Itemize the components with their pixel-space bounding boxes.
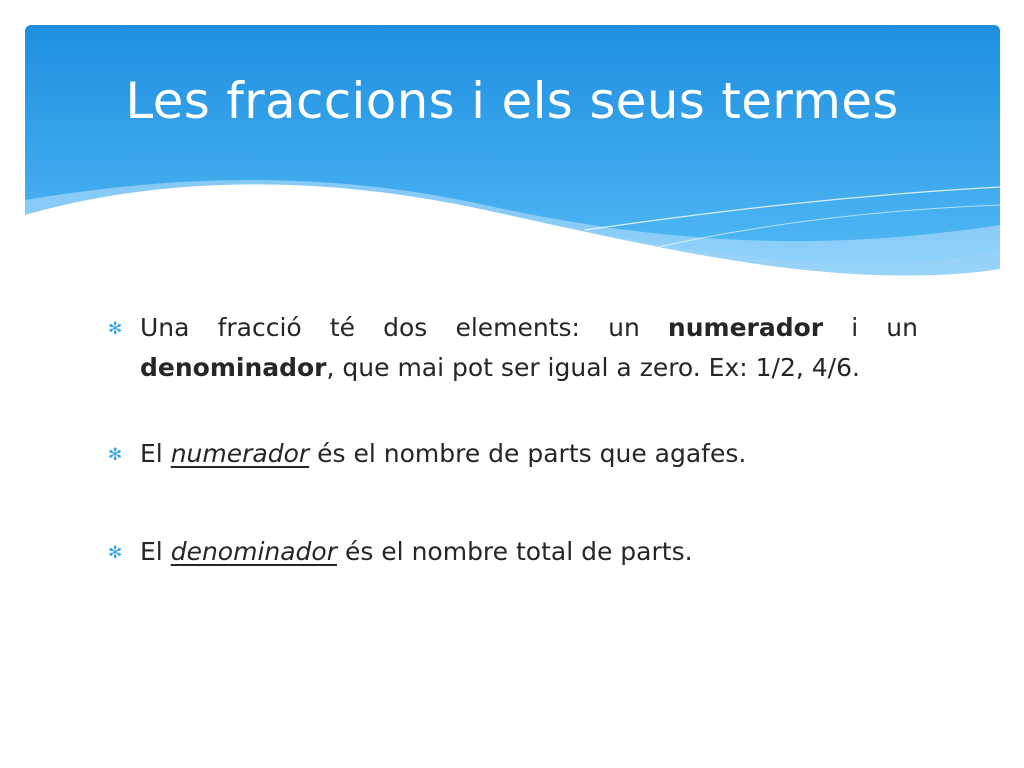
underlined-term-numerador: numerador (170, 439, 310, 468)
bullet-text: i un (823, 313, 919, 342)
list-item (108, 532, 918, 572)
bullet-text: és el nombre total de parts. (337, 537, 693, 566)
bold-term-denominador: denominador (140, 353, 327, 382)
bullet-text: és el nombre de parts que agafes. (309, 439, 747, 468)
bullet-text: , que mai pot ser igual a zero. Ex: 1/2, 4/6. (326, 353, 860, 382)
asterisk-bullet-icon: ✻ (108, 445, 123, 465)
asterisk-bullet-icon: ✻ (108, 543, 123, 563)
list-item (108, 434, 918, 474)
asterisk-bullet-icon: ✻ (108, 319, 123, 339)
wave-decoration (25, 25, 1000, 285)
bullet-text: El (140, 439, 171, 468)
header-banner (25, 25, 1000, 285)
bold-term-numerador: numerador (667, 313, 824, 342)
slide-title: Les fraccions i els seus termes (125, 72, 899, 130)
bullet-list (108, 308, 918, 572)
list-item (108, 308, 918, 388)
underlined-term-denominador: denominador (170, 537, 337, 566)
bullet-text: El (140, 537, 171, 566)
bullet-text: Una fracció té dos elements: un (140, 313, 668, 342)
